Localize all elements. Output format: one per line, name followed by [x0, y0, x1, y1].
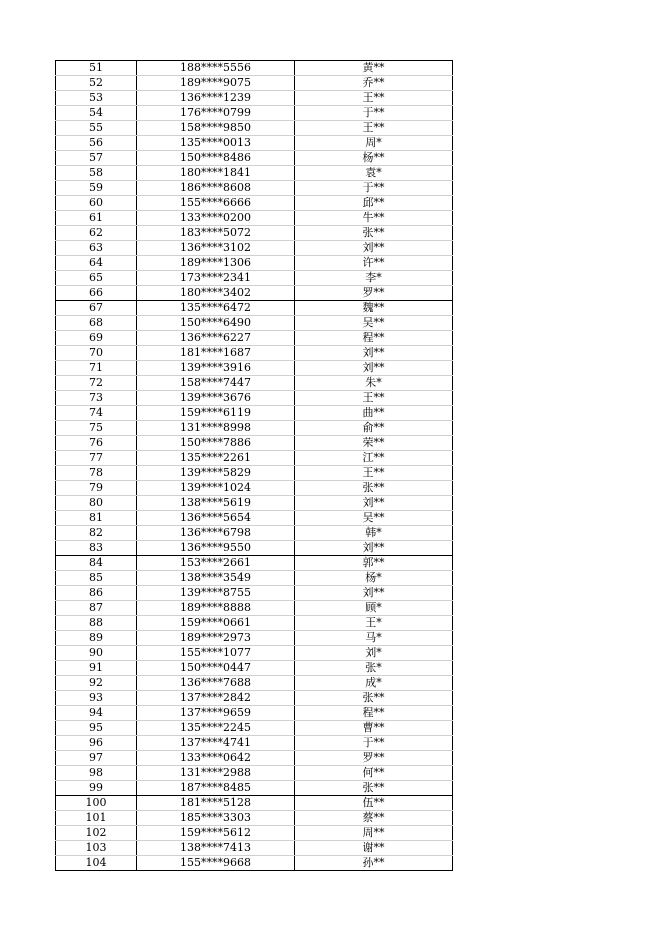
row-number-cell: 95 [56, 721, 137, 736]
name-cell: 于** [295, 106, 453, 121]
row-number-cell: 93 [56, 691, 137, 706]
row-number-cell: 103 [56, 841, 137, 856]
row-number-cell: 79 [56, 481, 137, 496]
row-number-cell: 51 [56, 61, 137, 76]
table-row [56, 376, 453, 391]
phone-cell: 139****3676 [137, 391, 295, 406]
phone-cell: 135****2245 [137, 721, 295, 736]
table-row [56, 826, 453, 841]
phone-cell: 181****5128 [137, 796, 295, 811]
name-cell: 王** [295, 466, 453, 481]
data-table [55, 60, 453, 871]
name-cell: 谢** [295, 841, 453, 856]
row-number-cell: 60 [56, 196, 137, 211]
phone-cell: 158****7447 [137, 376, 295, 391]
table-row [56, 421, 453, 436]
name-cell: 张** [295, 691, 453, 706]
phone-cell: 189****9075 [137, 76, 295, 91]
name-cell: 张** [295, 481, 453, 496]
row-number-cell: 74 [56, 406, 137, 421]
row-number-cell: 75 [56, 421, 137, 436]
table-row [56, 226, 453, 241]
name-cell: 张** [295, 781, 453, 796]
table-row [56, 631, 453, 646]
table-row [56, 466, 453, 481]
row-number-cell: 64 [56, 256, 137, 271]
name-cell: 韩* [295, 526, 453, 541]
name-cell: 袁* [295, 166, 453, 181]
name-cell: 郭** [295, 556, 453, 571]
table-row [56, 766, 453, 781]
phone-cell: 136****3102 [137, 241, 295, 256]
phone-cell: 186****8608 [137, 181, 295, 196]
phone-cell: 136****7688 [137, 676, 295, 691]
name-cell: 程** [295, 331, 453, 346]
row-number-cell: 70 [56, 346, 137, 361]
phone-cell: 139****1024 [137, 481, 295, 496]
table-row [56, 556, 453, 571]
name-cell: 朱* [295, 376, 453, 391]
phone-cell: 136****6798 [137, 526, 295, 541]
row-number-cell: 58 [56, 166, 137, 181]
phone-cell: 181****1687 [137, 346, 295, 361]
row-number-cell: 92 [56, 676, 137, 691]
row-number-cell: 94 [56, 706, 137, 721]
phone-cell: 131****8998 [137, 421, 295, 436]
row-number-cell: 96 [56, 736, 137, 751]
row-number-cell: 72 [56, 376, 137, 391]
table-row [56, 481, 453, 496]
row-number-cell: 78 [56, 466, 137, 481]
table-row [56, 241, 453, 256]
phone-cell: 189****1306 [137, 256, 295, 271]
phone-cell: 187****8485 [137, 781, 295, 796]
row-number-cell: 55 [56, 121, 137, 136]
table-row [56, 811, 453, 826]
name-cell: 何** [295, 766, 453, 781]
row-number-cell: 81 [56, 511, 137, 526]
name-cell: 魏** [295, 301, 453, 316]
name-cell: 黄** [295, 61, 453, 76]
table-row [56, 121, 453, 136]
table-row [56, 391, 453, 406]
name-cell: 牛** [295, 211, 453, 226]
phone-cell: 150****7886 [137, 436, 295, 451]
table-row [56, 586, 453, 601]
name-cell: 于** [295, 736, 453, 751]
name-cell: 刘** [295, 346, 453, 361]
table-row [56, 661, 453, 676]
row-number-cell: 71 [56, 361, 137, 376]
phone-cell: 138****7413 [137, 841, 295, 856]
phone-cell: 138****3549 [137, 571, 295, 586]
phone-cell: 139****8755 [137, 586, 295, 601]
table-row [56, 721, 453, 736]
phone-cell: 158****9850 [137, 121, 295, 136]
phone-cell: 138****5619 [137, 496, 295, 511]
phone-cell: 139****3916 [137, 361, 295, 376]
table-row [56, 796, 453, 811]
row-number-cell: 87 [56, 601, 137, 616]
phone-cell: 159****5612 [137, 826, 295, 841]
phone-cell: 135****2261 [137, 451, 295, 466]
row-number-cell: 52 [56, 76, 137, 91]
table-row [56, 181, 453, 196]
phone-cell: 150****0447 [137, 661, 295, 676]
phone-cell: 136****9550 [137, 541, 295, 556]
table-row [56, 451, 453, 466]
table-row [56, 781, 453, 796]
phone-cell: 155****6666 [137, 196, 295, 211]
phone-cell: 139****5829 [137, 466, 295, 481]
row-number-cell: 98 [56, 766, 137, 781]
name-cell: 江** [295, 451, 453, 466]
phone-cell: 155****1077 [137, 646, 295, 661]
name-cell: 杨* [295, 571, 453, 586]
phone-cell: 136****1239 [137, 91, 295, 106]
phone-cell: 133****0642 [137, 751, 295, 766]
name-cell: 张* [295, 661, 453, 676]
phone-cell: 155****9668 [137, 856, 295, 871]
name-cell: 马* [295, 631, 453, 646]
phone-cell: 180****1841 [137, 166, 295, 181]
table-row [56, 346, 453, 361]
name-cell: 罗** [295, 751, 453, 766]
table-row [56, 601, 453, 616]
name-cell: 邱** [295, 196, 453, 211]
table-row [56, 331, 453, 346]
phone-cell: 189****8888 [137, 601, 295, 616]
row-number-cell: 56 [56, 136, 137, 151]
table-row [56, 751, 453, 766]
table-row [56, 676, 453, 691]
name-cell: 荣** [295, 436, 453, 451]
phone-cell: 131****2988 [137, 766, 295, 781]
table-row [56, 841, 453, 856]
table-row [56, 316, 453, 331]
row-number-cell: 53 [56, 91, 137, 106]
table-row [56, 706, 453, 721]
phone-cell: 133****0200 [137, 211, 295, 226]
row-number-cell: 97 [56, 751, 137, 766]
row-number-cell: 63 [56, 241, 137, 256]
name-cell: 吴** [295, 316, 453, 331]
row-number-cell: 54 [56, 106, 137, 121]
name-cell: 王* [295, 616, 453, 631]
table-row [56, 736, 453, 751]
name-cell: 刘** [295, 496, 453, 511]
row-number-cell: 89 [56, 631, 137, 646]
table-row [56, 61, 453, 76]
phone-cell: 150****6490 [137, 316, 295, 331]
table-row [56, 136, 453, 151]
name-cell: 成* [295, 676, 453, 691]
phone-cell: 176****0799 [137, 106, 295, 121]
table-row [56, 301, 453, 316]
row-number-cell: 62 [56, 226, 137, 241]
row-number-cell: 67 [56, 301, 137, 316]
table-row [56, 256, 453, 271]
row-number-cell: 99 [56, 781, 137, 796]
table-row [56, 856, 453, 871]
row-number-cell: 91 [56, 661, 137, 676]
name-cell: 程** [295, 706, 453, 721]
row-number-cell: 80 [56, 496, 137, 511]
table-row [56, 511, 453, 526]
name-cell: 俞** [295, 421, 453, 436]
row-number-cell: 88 [56, 616, 137, 631]
table-row [56, 271, 453, 286]
row-number-cell: 85 [56, 571, 137, 586]
row-number-cell: 100 [56, 796, 137, 811]
phone-cell: 136****5654 [137, 511, 295, 526]
table-row [56, 616, 453, 631]
table-row [56, 526, 453, 541]
table-row [56, 286, 453, 301]
row-number-cell: 77 [56, 451, 137, 466]
row-number-cell: 76 [56, 436, 137, 451]
row-number-cell: 90 [56, 646, 137, 661]
phone-cell: 153****2661 [137, 556, 295, 571]
phone-cell: 135****6472 [137, 301, 295, 316]
name-cell: 张** [295, 226, 453, 241]
row-number-cell: 104 [56, 856, 137, 871]
table-row [56, 76, 453, 91]
name-cell: 孙** [295, 856, 453, 871]
table-body [56, 61, 453, 871]
name-cell: 吴** [295, 511, 453, 526]
table-row [56, 406, 453, 421]
row-number-cell: 86 [56, 586, 137, 601]
row-number-cell: 83 [56, 541, 137, 556]
phone-cell: 159****0661 [137, 616, 295, 631]
name-cell: 王** [295, 91, 453, 106]
row-number-cell: 102 [56, 826, 137, 841]
phone-cell: 137****9659 [137, 706, 295, 721]
name-cell: 蔡** [295, 811, 453, 826]
row-number-cell: 61 [56, 211, 137, 226]
name-cell: 刘** [295, 241, 453, 256]
table-row [56, 496, 453, 511]
phone-cell: 137****2842 [137, 691, 295, 706]
name-cell: 曲** [295, 406, 453, 421]
table-row [56, 361, 453, 376]
row-number-cell: 57 [56, 151, 137, 166]
phone-cell: 173****2341 [137, 271, 295, 286]
phone-cell: 188****5556 [137, 61, 295, 76]
table-row [56, 436, 453, 451]
name-cell: 王** [295, 391, 453, 406]
table-row [56, 196, 453, 211]
name-cell: 王** [295, 121, 453, 136]
name-cell: 杨** [295, 151, 453, 166]
table-row [56, 151, 453, 166]
phone-cell: 185****3303 [137, 811, 295, 826]
name-cell: 刘* [295, 646, 453, 661]
table-row [56, 211, 453, 226]
phone-cell: 159****6119 [137, 406, 295, 421]
table-row [56, 166, 453, 181]
row-number-cell: 73 [56, 391, 137, 406]
row-number-cell: 65 [56, 271, 137, 286]
table-row [56, 571, 453, 586]
name-cell: 刘** [295, 541, 453, 556]
row-number-cell: 82 [56, 526, 137, 541]
phone-cell: 136****6227 [137, 331, 295, 346]
name-cell: 顾* [295, 601, 453, 616]
table-row [56, 106, 453, 121]
row-number-cell: 68 [56, 316, 137, 331]
name-cell: 许** [295, 256, 453, 271]
phone-cell: 180****3402 [137, 286, 295, 301]
phone-cell: 150****8486 [137, 151, 295, 166]
table-row [56, 541, 453, 556]
name-cell: 于** [295, 181, 453, 196]
name-cell: 刘** [295, 361, 453, 376]
row-number-cell: 59 [56, 181, 137, 196]
table-row [56, 646, 453, 661]
name-cell: 周** [295, 826, 453, 841]
name-cell: 李* [295, 271, 453, 286]
table-row [56, 91, 453, 106]
name-cell: 刘** [295, 586, 453, 601]
row-number-cell: 66 [56, 286, 137, 301]
row-number-cell: 84 [56, 556, 137, 571]
row-number-cell: 101 [56, 811, 137, 826]
name-cell: 乔** [295, 76, 453, 91]
name-cell: 曹** [295, 721, 453, 736]
name-cell: 伍** [295, 796, 453, 811]
phone-cell: 137****4741 [137, 736, 295, 751]
phone-cell: 135****0013 [137, 136, 295, 151]
name-cell: 罗** [295, 286, 453, 301]
row-number-cell: 69 [56, 331, 137, 346]
phone-cell: 189****2973 [137, 631, 295, 646]
phone-cell: 183****5072 [137, 226, 295, 241]
table-row [56, 691, 453, 706]
name-cell: 周* [295, 136, 453, 151]
